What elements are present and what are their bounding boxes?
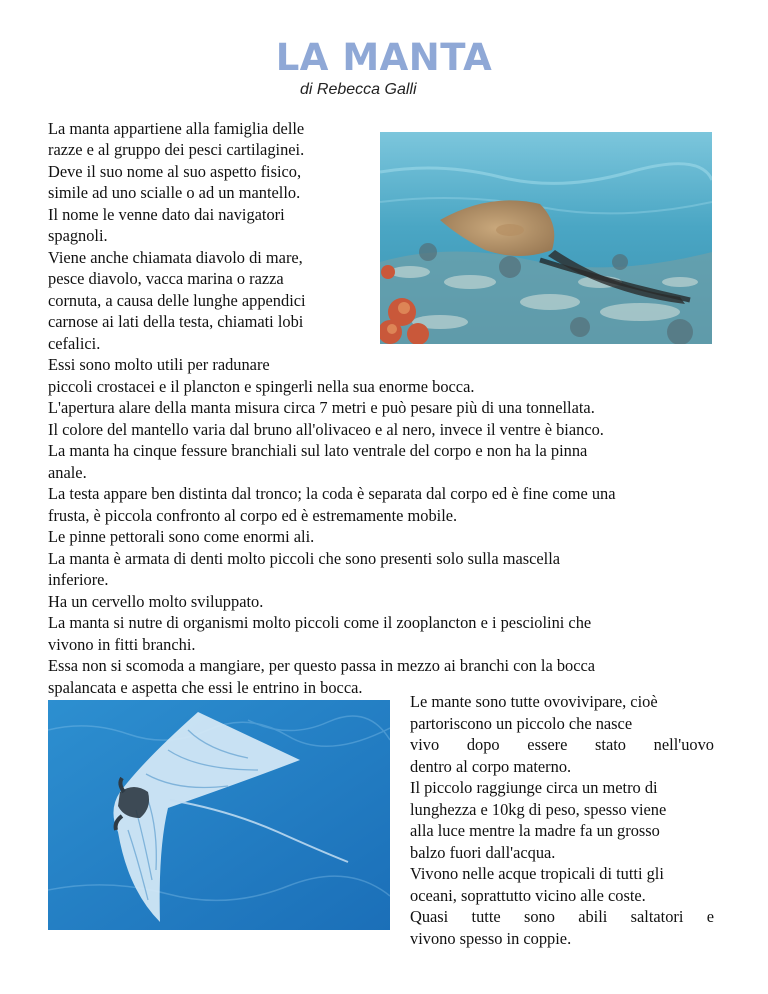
text-line: spalancata e aspetta che essi le entrino in bocca. xyxy=(48,678,363,697)
text-line: razze e al gruppo dei pesci cartilaginei. xyxy=(48,140,305,159)
text-line: cefalici. xyxy=(48,334,101,353)
author-byline: di Rebecca Galli xyxy=(300,81,417,98)
text-line: lunghezza e 10kg di peso, spesso viene xyxy=(410,800,667,819)
text-line: vivono spesso in coppie. xyxy=(410,929,572,948)
text-line: Essi sono molto utili per radunare xyxy=(48,355,270,374)
text-line: anale. xyxy=(48,463,87,482)
text-line: dentro al corpo materno. xyxy=(410,757,572,776)
text-line: Il colore del mantello varia dal bruno all'olivaceo e al nero, invece il ventre è bianco. xyxy=(48,420,604,439)
text-line: La manta si nutre di organismi molto piccoli come il zooplancton e i pesciolini che xyxy=(48,613,592,632)
text-line: La testa appare ben distinta dal tronco; la coda è separata dal corpo ed è fine come una xyxy=(48,484,616,503)
page-title: LA MANTA xyxy=(275,36,493,79)
text-line: Essa non si scomoda a mangiare, per questo passa in mezzo ai branchi con la bocca xyxy=(48,656,596,675)
text-line: Il nome le venne dato dai navigatori xyxy=(48,205,285,224)
text-line: Le pinne pettorali sono come enormi ali. xyxy=(48,527,315,546)
text-line: piccoli crostacei e il plancton e spingerli nella sua enorme bocca. xyxy=(48,377,475,396)
text-line: La manta appartiene alla famiglia delle xyxy=(48,119,305,138)
text-line: alla luce mentre la madre fa un grosso xyxy=(410,821,660,840)
text-line: partoriscono un piccolo che nasce xyxy=(410,714,633,733)
text-line: simile ad uno scialle o ad un mantello. xyxy=(48,183,301,202)
text-line: Le mante sono tutte ovovivipare, cioè xyxy=(410,692,658,711)
text-line: Quasi tutte sono abili saltatori e xyxy=(410,907,714,926)
manta-ray-photo xyxy=(48,700,390,930)
text-line: Il piccolo raggiunge circa un metro di xyxy=(410,778,658,797)
text-line: vivo dopo essere stato nell'uovo xyxy=(410,735,714,754)
text-line: pesce diavolo, vacca marina o razza xyxy=(48,269,284,288)
text-line: carnose ai lati della testa, chiamati lobi xyxy=(48,312,304,331)
text-line: inferiore. xyxy=(48,570,109,589)
text-line: La manta è armata di denti molto piccoli che sono presenti solo sulla mascella xyxy=(48,549,561,568)
text-line: Ha un cervello molto sviluppato. xyxy=(48,592,264,611)
text-line: vivono in fitti branchi. xyxy=(48,635,196,654)
text-line: frusta, è piccola confronto al corpo ed è estremamente mobile. xyxy=(48,506,458,525)
text-line: L'apertura alare della manta misura circa 7 metri e può pesare più di una tonnellata. xyxy=(48,398,595,417)
text-line: Deve il suo nome al suo aspetto fisico, xyxy=(48,162,302,181)
text-line: Vivono nelle acque tropicali di tutti gli xyxy=(410,864,664,883)
text-line: spagnoli. xyxy=(48,226,108,245)
text-line: cornuta, a causa delle lunghe appendici xyxy=(48,291,306,310)
text-line: oceani, soprattutto vicino alle coste. xyxy=(410,886,646,905)
text-line: Viene anche chiamata diavolo di mare, xyxy=(48,248,303,267)
text-line: La manta ha cinque fessure branchiali sul lato ventrale del corpo e non ha la pinna xyxy=(48,441,588,460)
text-line: balzo fuori dall'acqua. xyxy=(410,843,556,862)
stingray-reef-photo xyxy=(380,132,712,344)
